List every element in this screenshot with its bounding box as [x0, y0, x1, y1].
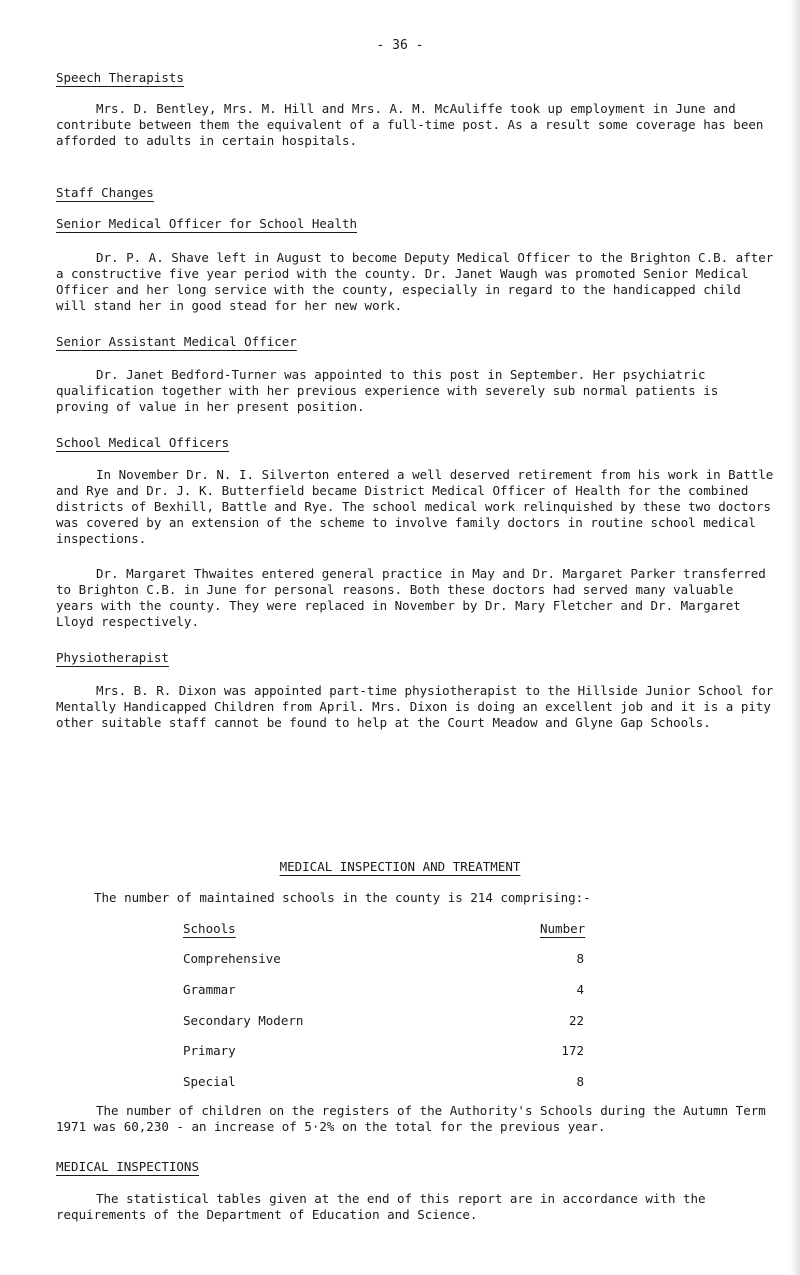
table-row-value: 8	[576, 1074, 584, 1089]
page-edge-shadow	[790, 0, 800, 1275]
table-row-value: 22	[568, 1013, 584, 1028]
table-header-number: Number	[540, 921, 586, 936]
heading-staff-changes: Staff Changes	[56, 185, 154, 200]
table-row-value: 8	[576, 951, 584, 966]
paragraph-senior-medical-officer	[56, 250, 776, 314]
heading-senior-medical-officer: Senior Medical Officer for School Health	[56, 216, 358, 231]
table-row-label: Primary	[183, 1043, 236, 1058]
paragraph-text: Mrs. B. R. Dixon was appointed part-time physiotherapist to the Hillside Junior School for Mentally Handicapped Children from April. Mrs. Dixon is doing an excellent job and it is a pity other suitable staff cannot be found to help at the Court Meadow and Glyne Gap Schools.	[56, 683, 774, 730]
heading-medical-inspections: MEDICAL INSPECTIONS	[56, 1159, 199, 1174]
table-row-label: Special	[183, 1074, 236, 1089]
page-number: - 36 -	[376, 38, 424, 53]
paragraph-speech-therapists	[56, 101, 776, 149]
table-row-label: Grammar	[183, 982, 236, 997]
schools-count-intro: The number of maintained schools in the county is 214 comprising:-	[94, 890, 591, 905]
paragraph-medical-inspections	[56, 1191, 776, 1223]
paragraph-text: The statistical tables given at the end of this report are in accordance with the requirements of the Department of Education and Science.	[56, 1191, 706, 1222]
paragraph-school-medical-officers-1	[56, 467, 776, 547]
paragraph-senior-assistant-medical-officer	[56, 367, 776, 415]
paragraph-text: In November Dr. N. I. Silverton entered a well deserved retirement from his work in Battle and Rye and Dr. J. K. Butterfield became District Medical Officer of Health for the combined districts of Bexhill, Battle and Rye. The school medical work relinquished by these two doctors was covered by an extension of the scheme to involve family doctors in routine school medical inspections.	[56, 467, 774, 546]
table-row-value: 172	[561, 1043, 584, 1058]
paragraph-text: Dr. Janet Bedford-Turner was appointed to this post in September. Her psychiatric qualification together with her previous experience with severely sub normal patients is proving of value in her present position.	[56, 367, 719, 414]
paragraph-text: Dr. P. A. Shave left in August to become Deputy Medical Officer to the Brighton C.B. after a constructive five year period with the county. Dr. Janet Waugh was promoted Senior Medical Officer and her long service with the county, especially in regard to the handicapped child will stand her in good stead for her new work.	[56, 250, 774, 313]
table-row-label: Comprehensive	[183, 951, 281, 966]
paragraph-school-medical-officers-2	[56, 566, 776, 630]
heading-speech-therapists: Speech Therapists	[56, 70, 184, 85]
table-row-value: 4	[576, 982, 584, 997]
paragraph-physiotherapist	[56, 683, 776, 731]
paragraph-registers	[56, 1103, 776, 1135]
heading-physiotherapist: Physiotherapist	[56, 650, 169, 665]
table-row-label: Secondary Modern	[183, 1013, 304, 1028]
table-header-schools: Schools	[183, 921, 236, 936]
paragraph-text: Dr. Margaret Thwaites entered general practice in May and Dr. Margaret Parker transferred to Brighton C.B. in June for personal reasons. Both these doctors had served many valuable years with the county. They were replaced in November by Dr. Mary Fletcher and Dr. Margaret Lloyd respectively.	[56, 566, 766, 629]
heading-school-medical-officers: School Medical Officers	[56, 435, 230, 450]
paragraph-text: The number of children on the registers of the Authority's Schools during the Autumn Term 1971 was 60,230 - an increase of 5·2% on the total for the previous year.	[56, 1103, 766, 1134]
heading-senior-assistant-medical-officer: Senior Assistant Medical Officer	[56, 334, 297, 349]
paragraph-text: Mrs. D. Bentley, Mrs. M. Hill and Mrs. A. M. McAuliffe took up employment in June and contribute between them the equivalent of a full-time post. As a result some coverage has been afforded to adults in certain hospitals.	[56, 101, 764, 148]
heading-medical-inspection-and-treatment: MEDICAL INSPECTION AND TREATMENT	[279, 859, 521, 874]
